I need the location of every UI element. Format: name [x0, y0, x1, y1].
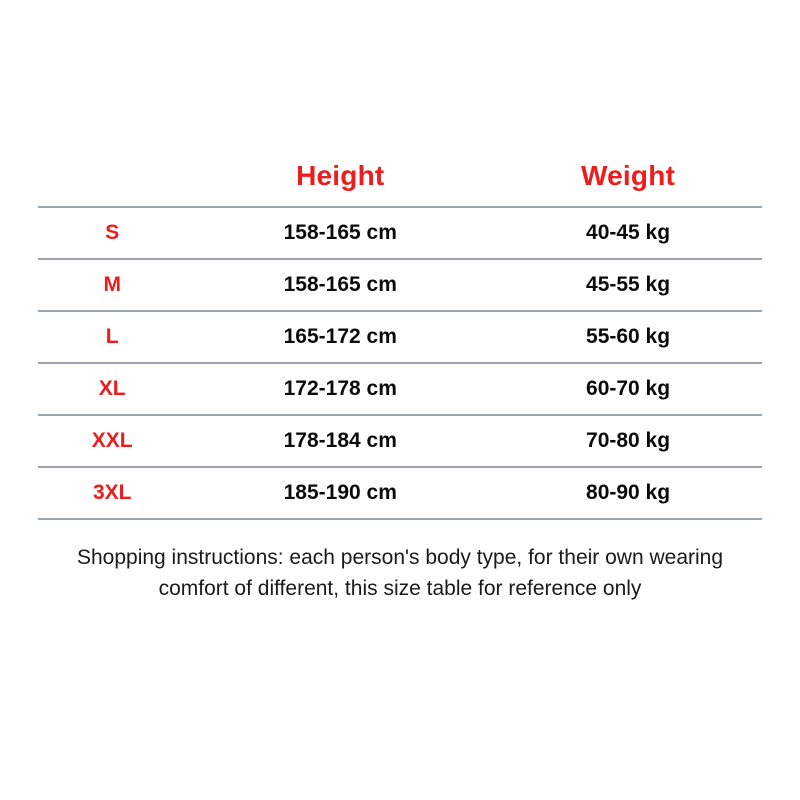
cell-size: L	[105, 325, 119, 348]
column-header-size	[38, 160, 186, 207]
shopping-instructions-line-1: Shopping instructions: each person's body type, for their own wearing	[76, 546, 724, 569]
shopping-instructions-line-2: comfort of different, this size table for reference only	[158, 577, 642, 600]
cell-size: XL	[98, 377, 126, 400]
cell-weight: 45-55 kg	[586, 273, 671, 296]
table-row	[38, 311, 762, 363]
cell-weight: 80-90 kg	[586, 481, 671, 504]
table-row	[38, 259, 762, 311]
table-row	[38, 207, 762, 259]
table-row	[38, 415, 762, 467]
cell-height: 158-165 cm	[283, 221, 397, 244]
size-chart-table	[38, 160, 762, 520]
table-header	[38, 160, 762, 207]
cell-weight: 70-80 kg	[586, 429, 671, 452]
cell-size: XXL	[91, 429, 133, 452]
cell-size: S	[105, 221, 120, 244]
size-chart-table-container	[38, 160, 762, 520]
cell-height: 165-172 cm	[283, 325, 397, 348]
cell-height: 185-190 cm	[283, 481, 397, 504]
cell-weight: 55-60 kg	[586, 325, 671, 348]
cell-weight: 40-45 kg	[586, 221, 671, 244]
cell-height: 178-184 cm	[283, 429, 397, 452]
cell-size: M	[103, 273, 121, 296]
cell-height: 158-165 cm	[283, 273, 397, 296]
column-header-weight: Weight	[581, 160, 676, 191]
table-body	[38, 207, 762, 519]
cell-size: 3XL	[92, 481, 132, 504]
table-header-row	[38, 160, 762, 207]
shopping-instructions	[40, 542, 760, 604]
table-row	[38, 467, 762, 519]
table-row	[38, 363, 762, 415]
column-header-height: Height	[296, 160, 385, 191]
cell-weight: 60-70 kg	[586, 377, 671, 400]
cell-height: 172-178 cm	[283, 377, 397, 400]
